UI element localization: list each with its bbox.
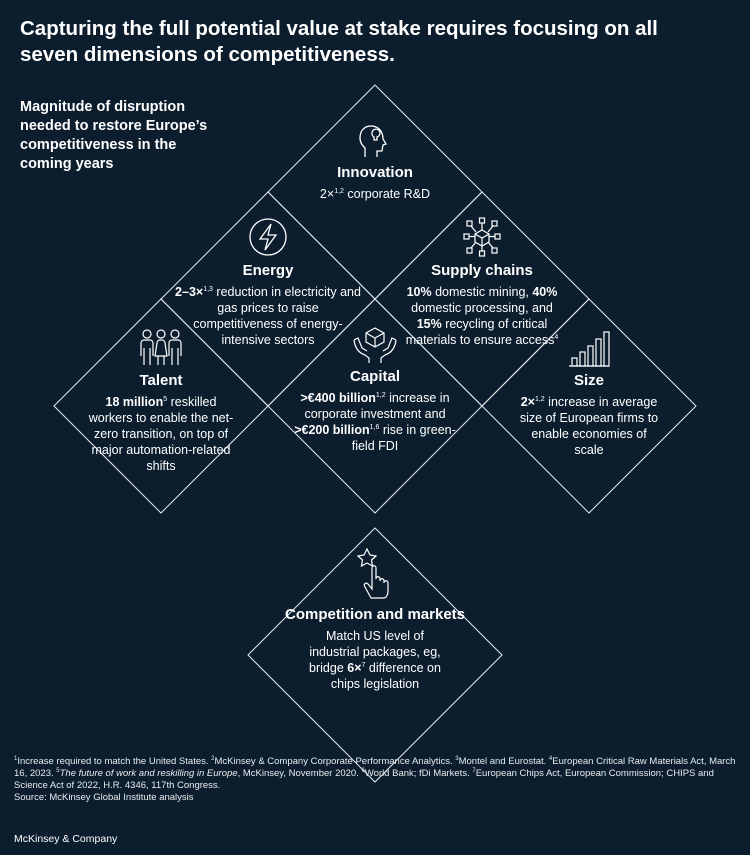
desc-energy: 2–3×$^{1,3}$ reduction in electricity and gas prices to raise competitiveness of energy-intensive sectors	[175, 285, 361, 347]
hands-cube-icon	[351, 324, 399, 364]
label-size: Size	[573, 372, 604, 389]
hand-star-icon	[353, 546, 397, 602]
chart-subtitle: Magnitude of disruption needed to restore Europe’s competitiveness in the coming years	[20, 99, 208, 172]
label-supply-chains: Supply chains	[431, 262, 533, 279]
footnotes: $^1$Increase required to match the United States. $^2$McKinsey & Company Corporate Performance Analytics. $^3$Montel and Eurostat. $^4$European Critical Raw Materials Act, March 16, 2023. $^5$The future of work and reskilling in Europe, McKinsey, November 2020. $^6$World Bank; fDi Markets. $^7$European Chips Act, European Commission; CHIPS and Science Act of 2022, H.R. 4346, 117th Congress. Source: McKinsey Global Institute analysis	[14, 755, 736, 803]
desc-talent: 18 million$^5$ reskilled workers to enable the net-zero transition, on top of major automation-related shifts	[88, 395, 234, 473]
brand-logo: McKinsey & Company	[14, 833, 118, 845]
node-competition	[270, 546, 480, 692]
label-competition: Competition and markets	[284, 606, 466, 623]
desc-supply-chains: 10% domestic mining, 40% domestic processing, and 15% recycling of critical materials to ensure access$^4$	[405, 285, 559, 347]
node-innovation	[285, 120, 465, 202]
label-innovation: Innovation	[337, 164, 413, 181]
desc-capital: >€400 billion$^{1,2}$ increase in corporate investment and >€200 billion$^{1,6}$ rise in green-field FDI	[294, 391, 456, 453]
desc-size: 2×$^{1,2}$ increase in average size of European firms to enable economies of scale	[519, 395, 659, 457]
head-idea-icon	[355, 120, 395, 160]
label-capital: Capital	[349, 368, 400, 385]
node-capital	[286, 324, 464, 454]
label-talent: Talent	[139, 372, 183, 389]
bar-chart-icon	[567, 330, 611, 368]
people-icon	[137, 328, 185, 368]
desc-innovation: 2×$^{1,2}$ corporate R&D	[319, 187, 431, 201]
node-talent	[82, 328, 240, 474]
node-size	[518, 330, 660, 458]
chart-title: Capturing the full potential value at stake requires focusing on all seven dimensions of competitiveness.	[20, 17, 658, 66]
source-note: Source: McKinsey Global Institute analysis	[14, 792, 194, 803]
label-energy: Energy	[242, 262, 294, 279]
lightning-icon	[247, 216, 289, 258]
desc-competition: Match US level of industrial packages, eg, bridge 6×$^7$ difference on chips legislation	[309, 629, 441, 691]
network-cube-icon	[461, 216, 503, 258]
